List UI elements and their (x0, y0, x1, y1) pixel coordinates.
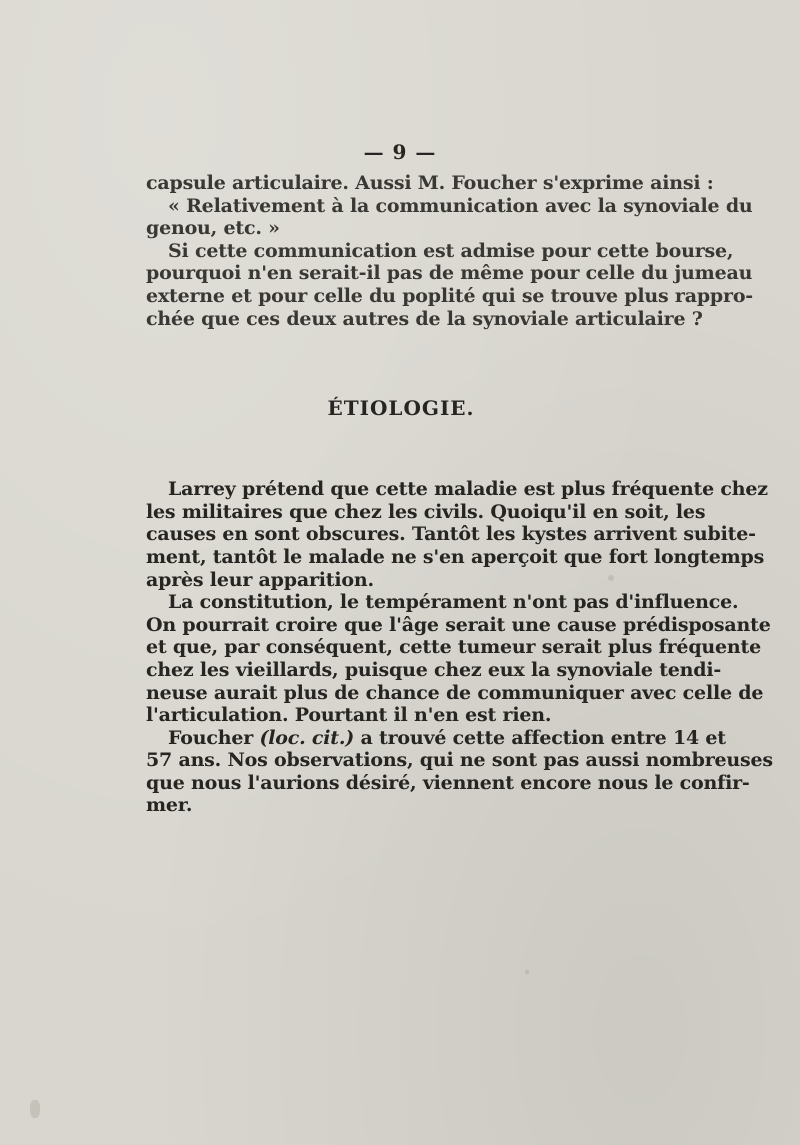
text-line: chez les vieillards, puisque chez eux la synoviale tendi- (146, 658, 722, 681)
text-line: capsule articulaire. Aussi M. Foucher s'exprime ainsi : (146, 172, 714, 194)
text-line: Larrey prétend que cette maladie est plus fréquente chez (168, 478, 768, 501)
text-line: pourquoi n'en serait-il pas de même pour celle du jumeau (146, 262, 753, 285)
citation: (loc. cit.) (259, 726, 355, 749)
text-line: La constitution, le tempérament n'ont pas d'influence. (168, 591, 739, 614)
spacer (146, 330, 656, 390)
text-line: 57 ans. Nos observations, qui ne sont pas aussi nombreuses (146, 749, 773, 772)
text-line: « Relativement à la communication avec la synoviale du (168, 194, 753, 217)
text-line: l'articulation. Pourtant il n'en est rien. (146, 704, 552, 727)
body-text (146, 172, 773, 817)
text-line: causes en sont obscures. Tantôt les kystes arrivent subite- (146, 523, 756, 546)
text-line: ment, tantôt le malade ne s'en aperçoit que fort longtemps (146, 545, 765, 568)
paper-speck (525, 970, 529, 974)
section-heading: ÉTIOLOGIE. (327, 396, 475, 421)
text-line (146, 726, 726, 750)
text-line: et que, par conséquent, cette tumeur serait plus fréquente (146, 636, 761, 659)
page-number: — 9 — (363, 140, 437, 164)
text-line: les militaires que chez les civils. Quoiqu'il en soit, les (146, 500, 706, 523)
text-line: après leur apparition. (146, 568, 374, 591)
text-run: Foucher (168, 726, 260, 749)
text-line: On pourrait croire que l'âge serait une cause prédisposante (146, 613, 771, 636)
text-line: Si cette communication est admise pour cette bourse, (168, 239, 734, 262)
text-line: chée que ces deux autres de la synoviale articulaire ? (146, 307, 703, 330)
text-run: a trouvé cette affection entre 14 et (354, 726, 726, 749)
paper-speck (30, 1100, 40, 1118)
spacer (146, 434, 656, 478)
text-line: mer. (146, 794, 193, 817)
text-line: externe et pour celle du poplité qui se trouve plus rappro- (146, 284, 753, 307)
text-line: genou, etc. » (146, 217, 280, 240)
paper-speck (608, 575, 614, 581)
text-line: que nous l'aurions désiré, viennent encore nous le confir- (146, 771, 750, 794)
text-line: neuse aurait plus de chance de communiquer avec celle de (146, 681, 764, 704)
